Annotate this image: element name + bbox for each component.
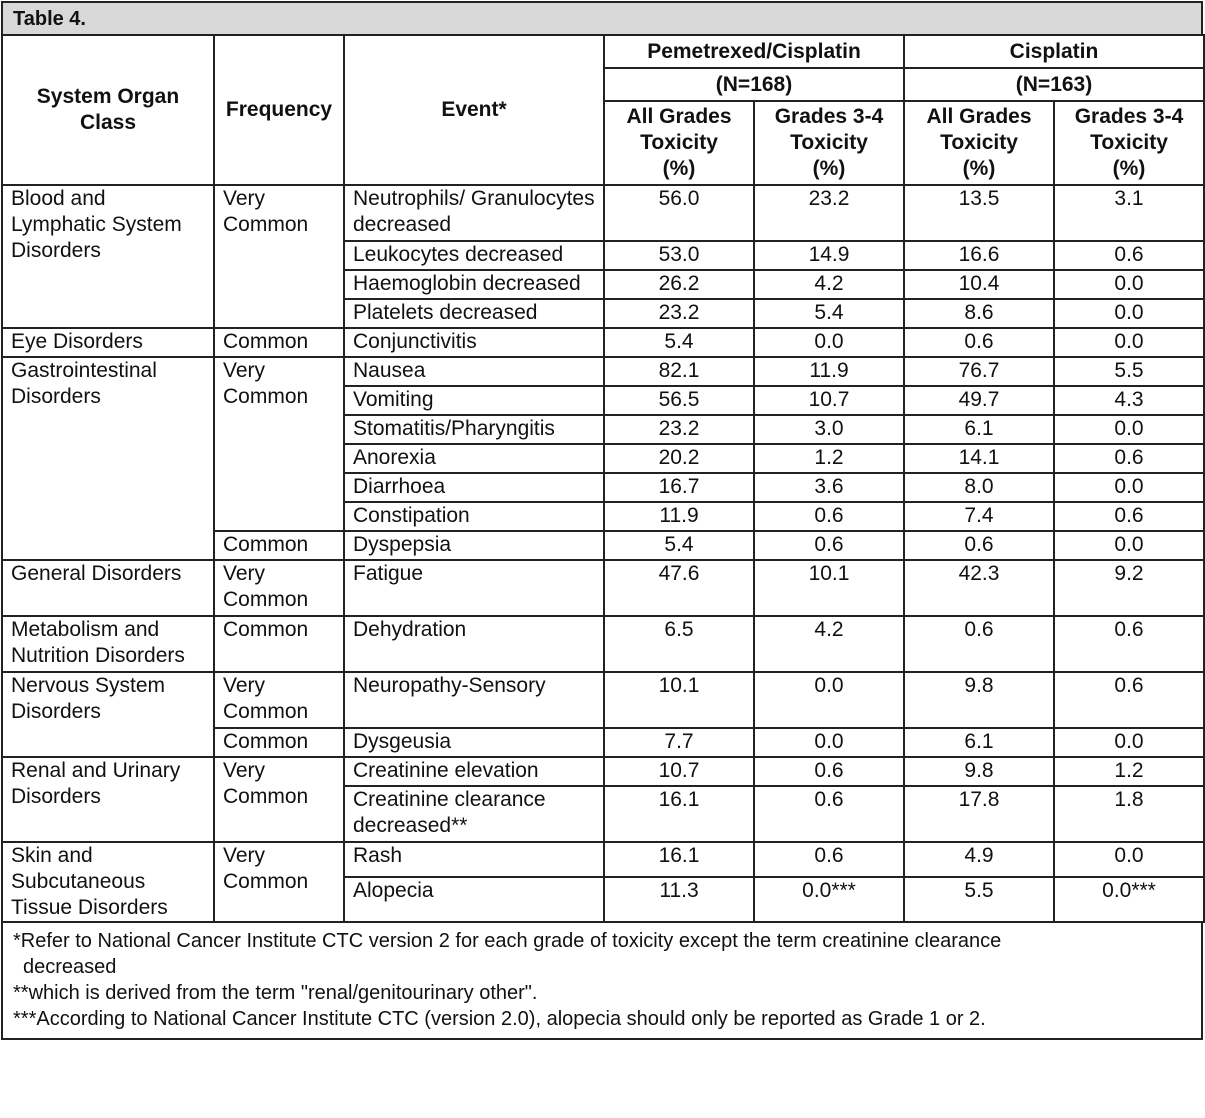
value-cell: 42.3 xyxy=(904,560,1054,616)
table-row xyxy=(2,560,1204,616)
event-cell: Dysgeusia xyxy=(344,728,604,757)
value-cell: 20.2 xyxy=(604,444,754,473)
value-cell: 11.9 xyxy=(754,357,904,386)
frequency-cell: Very Common xyxy=(214,560,344,616)
soc-cell: Renal and Urinary Disorders xyxy=(2,757,214,842)
value-cell: 1.2 xyxy=(1054,757,1204,786)
value-cell: 4.9 xyxy=(904,842,1054,877)
value-cell: 0.0 xyxy=(1054,415,1204,444)
event-cell: Creatinine clearance decreased** xyxy=(344,786,604,842)
header-group1-name: Pemetrexed/Cisplatin xyxy=(604,35,904,68)
event-cell: Dyspepsia xyxy=(344,531,604,560)
table-row xyxy=(2,357,1204,386)
frequency-cell: Very Common xyxy=(214,842,344,922)
value-cell: 11.9 xyxy=(604,502,754,531)
value-cell: 3.0 xyxy=(754,415,904,444)
value-cell: 56.5 xyxy=(604,386,754,415)
value-cell: 3.1 xyxy=(1054,185,1204,241)
table-row xyxy=(2,328,1204,357)
value-cell: 10.1 xyxy=(754,560,904,616)
value-cell: 0.6 xyxy=(1054,502,1204,531)
event-cell: Conjunctivitis xyxy=(344,328,604,357)
frequency-cell: Common xyxy=(214,616,344,672)
footnote-3: ***According to National Cancer Institute CTC (version 2.0), alopecia should only be reported as Grade 1 or 2. xyxy=(13,1008,986,1030)
value-cell: 5.5 xyxy=(904,877,1054,922)
value-cell: 0.6 xyxy=(1054,444,1204,473)
value-cell: 3.6 xyxy=(754,473,904,502)
value-cell: 53.0 xyxy=(604,241,754,270)
value-cell: 5.4 xyxy=(604,328,754,357)
event-cell: Fatigue xyxy=(344,560,604,616)
value-cell: 14.9 xyxy=(754,241,904,270)
value-cell: 82.1 xyxy=(604,357,754,386)
value-cell: 0.6 xyxy=(1054,616,1204,672)
value-cell: 23.2 xyxy=(604,415,754,444)
value-cell: 0.6 xyxy=(904,616,1054,672)
frequency-cell: Common xyxy=(214,728,344,757)
value-cell: 0.0*** xyxy=(754,877,904,922)
header-group2-n: (N=163) xyxy=(904,68,1204,101)
value-cell: 56.0 xyxy=(604,185,754,241)
event-cell: Rash xyxy=(344,842,604,877)
frequency-cell: Very Common xyxy=(214,185,344,328)
value-cell: 9.8 xyxy=(904,757,1054,786)
value-cell: 16.1 xyxy=(604,786,754,842)
value-cell: 76.7 xyxy=(904,357,1054,386)
header-system-organ-class: System Organ Class xyxy=(2,35,214,185)
soc-cell: Skin and Subcutaneous Tissue Disorders xyxy=(2,842,214,922)
frequency-cell: Very Common xyxy=(214,757,344,842)
value-cell: 16.7 xyxy=(604,473,754,502)
event-cell: Diarrhoea xyxy=(344,473,604,502)
value-cell: 5.4 xyxy=(754,299,904,328)
value-cell: 0.6 xyxy=(904,328,1054,357)
value-cell: 0.6 xyxy=(754,786,904,842)
value-cell: 0.6 xyxy=(904,531,1054,560)
value-cell: 16.1 xyxy=(604,842,754,877)
value-cell: 0.0 xyxy=(1054,473,1204,502)
header-event: Event* xyxy=(344,35,604,185)
value-cell: 10.7 xyxy=(604,757,754,786)
table-row xyxy=(2,185,1204,241)
event-cell: Alopecia xyxy=(344,877,604,922)
value-cell: 6.5 xyxy=(604,616,754,672)
value-cell: 0.6 xyxy=(754,842,904,877)
value-cell: 0.0 xyxy=(1054,299,1204,328)
event-cell: Anorexia xyxy=(344,444,604,473)
value-cell: 6.1 xyxy=(904,415,1054,444)
value-cell: 6.1 xyxy=(904,728,1054,757)
header-frequency: Frequency xyxy=(214,35,344,185)
value-cell: 0.0 xyxy=(1054,728,1204,757)
header-group1-n: (N=168) xyxy=(604,68,904,101)
soc-cell: Blood and Lymphatic System Disorders xyxy=(2,185,214,328)
value-cell: 23.2 xyxy=(754,185,904,241)
event-cell: Neuropathy-Sensory xyxy=(344,672,604,728)
header-group1-grades-3-4: Grades 3-4 Toxicity (%) xyxy=(754,101,904,185)
value-cell: 10.7 xyxy=(754,386,904,415)
footnotes xyxy=(1,923,1203,1040)
value-cell: 8.0 xyxy=(904,473,1054,502)
value-cell: 0.0 xyxy=(1054,531,1204,560)
value-cell: 10.4 xyxy=(904,270,1054,299)
event-cell: Stomatitis/Pharyngitis xyxy=(344,415,604,444)
footnote-2: **which is derived from the term "renal/genitourinary other". xyxy=(13,982,538,1004)
table-caption: Table 4. xyxy=(1,1,1203,34)
soc-cell: Gastrointestinal Disorders xyxy=(2,357,214,560)
event-cell: Dehydration xyxy=(344,616,604,672)
value-cell: 0.0 xyxy=(754,328,904,357)
value-cell: 49.7 xyxy=(904,386,1054,415)
header-group1-all-grades: All Grades Toxicity (%) xyxy=(604,101,754,185)
value-cell: 4.2 xyxy=(754,616,904,672)
value-cell: 1.8 xyxy=(1054,786,1204,842)
soc-cell: Metabolism and Nutrition Disorders xyxy=(2,616,214,672)
value-cell: 1.2 xyxy=(754,444,904,473)
header-group2-grades-3-4: Grades 3-4 Toxicity (%) xyxy=(1054,101,1204,185)
value-cell: 9.8 xyxy=(904,672,1054,728)
value-cell: 0.6 xyxy=(754,757,904,786)
header-group2-name: Cisplatin xyxy=(904,35,1204,68)
value-cell: 0.0 xyxy=(1054,842,1204,877)
value-cell: 0.0*** xyxy=(1054,877,1204,922)
value-cell: 0.6 xyxy=(754,502,904,531)
header-group2-all-grades: All Grades Toxicity (%) xyxy=(904,101,1054,185)
value-cell: 0.0 xyxy=(1054,328,1204,357)
event-cell: Vomiting xyxy=(344,386,604,415)
value-cell: 0.0 xyxy=(754,728,904,757)
value-cell: 5.4 xyxy=(604,531,754,560)
soc-cell: Eye Disorders xyxy=(2,328,214,357)
value-cell: 0.6 xyxy=(1054,672,1204,728)
frequency-cell: Common xyxy=(214,328,344,357)
event-cell: Nausea xyxy=(344,357,604,386)
table-row xyxy=(2,757,1204,786)
event-cell: Creatinine elevation xyxy=(344,757,604,786)
frequency-cell: Very Common xyxy=(214,357,344,531)
value-cell: 11.3 xyxy=(604,877,754,922)
table-row xyxy=(2,842,1204,877)
frequency-cell: Common xyxy=(214,531,344,560)
value-cell: 4.3 xyxy=(1054,386,1204,415)
value-cell: 8.6 xyxy=(904,299,1054,328)
event-cell: Platelets decreased xyxy=(344,299,604,328)
value-cell: 17.8 xyxy=(904,786,1054,842)
soc-cell: Nervous System Disorders xyxy=(2,672,214,757)
value-cell: 5.5 xyxy=(1054,357,1204,386)
value-cell: 0.0 xyxy=(1054,270,1204,299)
value-cell: 0.6 xyxy=(1054,241,1204,270)
event-cell: Constipation xyxy=(344,502,604,531)
footnote-1-continued: decreased xyxy=(23,956,117,978)
value-cell: 10.1 xyxy=(604,672,754,728)
value-cell: 7.4 xyxy=(904,502,1054,531)
table-container xyxy=(1,1,1203,1040)
value-cell: 47.6 xyxy=(604,560,754,616)
value-cell: 23.2 xyxy=(604,299,754,328)
value-cell: 7.7 xyxy=(604,728,754,757)
event-cell: Haemoglobin decreased xyxy=(344,270,604,299)
value-cell: 4.2 xyxy=(754,270,904,299)
value-cell: 0.0 xyxy=(754,672,904,728)
value-cell: 26.2 xyxy=(604,270,754,299)
value-cell: 14.1 xyxy=(904,444,1054,473)
toxicity-table xyxy=(1,34,1205,923)
value-cell: 0.6 xyxy=(754,531,904,560)
value-cell: 13.5 xyxy=(904,185,1054,241)
value-cell: 9.2 xyxy=(1054,560,1204,616)
value-cell: 16.6 xyxy=(904,241,1054,270)
table-row xyxy=(2,672,1204,728)
footnote-1: *Refer to National Cancer Institute CTC version 2 for each grade of toxicity except the term creatinine clearance xyxy=(13,930,1002,952)
table-row xyxy=(2,616,1204,672)
frequency-cell: Very Common xyxy=(214,672,344,728)
soc-cell: General Disorders xyxy=(2,560,214,616)
event-cell: Leukocytes decreased xyxy=(344,241,604,270)
event-cell: Neutrophils/ Granulocytes decreased xyxy=(344,185,604,241)
